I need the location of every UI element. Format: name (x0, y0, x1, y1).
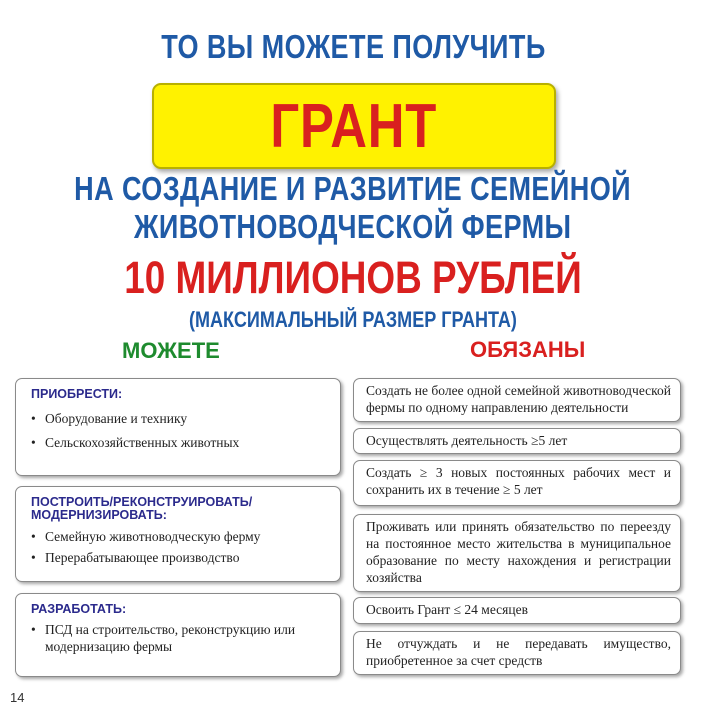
grant-amount: 10 МИЛЛИОНОВ РУБЛЕЙ (124, 252, 582, 303)
box-title: ПРИОБРЕСТИ: (31, 387, 123, 401)
max-grant-size-note: (МАКСИМАЛЬНЫЙ РАЗМЕР ГРАНТА) (189, 307, 517, 332)
must-item-one-farm: Создать не более одной семейной животноводческой фермы по одному направлению деятельности (353, 378, 681, 422)
headline-purpose-line2: ЖИВОТНОВОДЧЕСКОЙ ФЕРМЫ (134, 208, 572, 245)
must-item-no-alienation: Не отчуждать и не передавать имущество, приобретенное за счет средств (353, 631, 681, 675)
column-heading-must: ОБЯЗАНЫ (470, 337, 586, 362)
can-build-box (15, 486, 341, 582)
must-item-residence: Проживать или принять обязательство по переезду на постоянное место жительства в муниципальное образование по месту нахождения и регистрации хозяйства (353, 514, 681, 592)
headline-purpose-line1: НА СОЗДАНИЕ И РАЗВИТИЕ СЕМЕЙНОЙ (74, 170, 632, 207)
list-item: • Оборудование и технику (31, 410, 328, 427)
grant-title: ГРАНТ (270, 91, 438, 161)
grant-banner (152, 83, 556, 169)
list-item: • Перерабатывающее производство (31, 549, 328, 566)
column-heading-can: МОЖЕТЕ (122, 338, 220, 363)
must-item-create-jobs: Создать ≥ 3 новых постоянных рабочих мест и сохранить их в течение ≥ 5 лет (353, 460, 681, 506)
must-item-operate-5-years: Осуществлять деятельность ≥5 лет (353, 428, 681, 454)
box-title: РАЗРАБОТАТЬ: (31, 602, 127, 616)
list-item: • ПСД на строительство, реконструкцию или модернизацию фермы (31, 621, 328, 655)
box-title: ПОСТРОИТЬ/РЕКОНСТРУИРОВАТЬ/ МОДЕРНИЗИРОВАТЬ: (31, 495, 253, 522)
list-item: • Семейную животноводческую ферму (31, 528, 328, 545)
headline-top: ТО ВЫ МОЖЕТЕ ПОЛУЧИТЬ (160, 28, 546, 65)
can-acquire-box (15, 378, 341, 476)
page-number: 14 (10, 690, 25, 705)
must-item-use-grant-24-months: Освоить Грант ≤ 24 месяцев (353, 597, 681, 624)
can-develop-box (15, 593, 341, 677)
list-item: • Сельскохозяйственных животных (31, 434, 328, 451)
